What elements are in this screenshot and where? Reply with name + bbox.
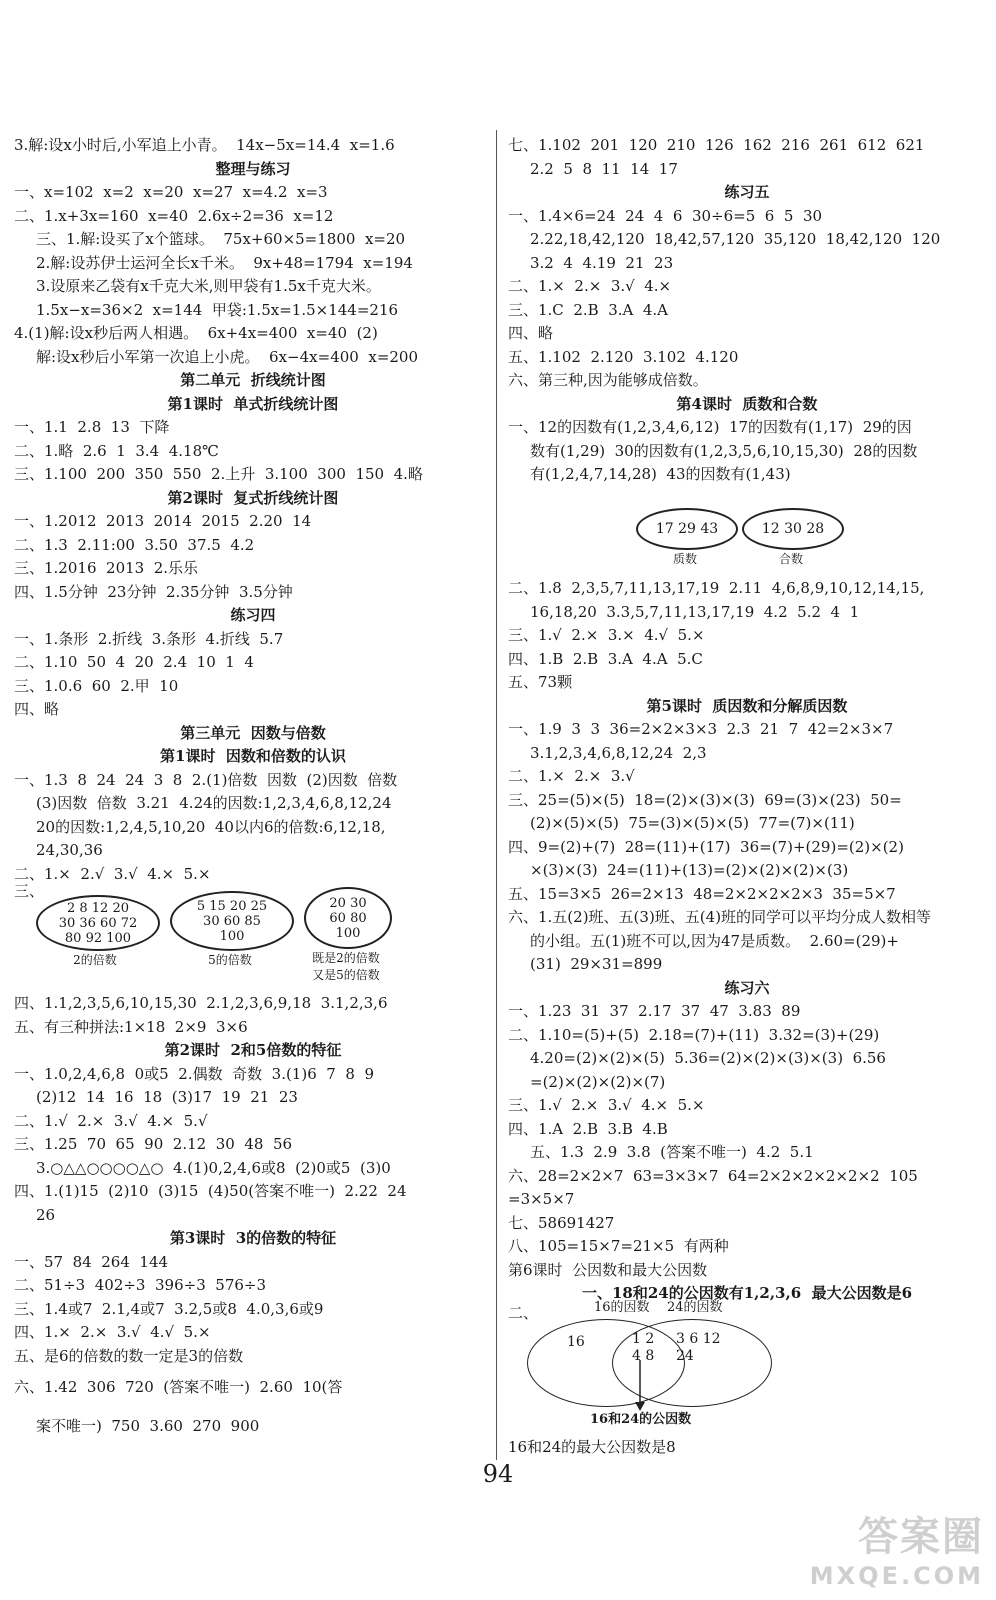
answer-line: 六、第三种,因为能够成倍数。 [508,371,708,389]
answer-line: 案不唯一) 750 3.60 270 900 [36,1417,260,1435]
multiples-of-2-caption: 2的倍数 [73,953,117,967]
venn-only-right-row1: 3 6 12 [676,1331,721,1347]
answer-line: 二、1.3 2.11:00 3.50 37.5 4.2 [14,535,255,554]
column-divider [496,130,497,1460]
answer-line: 四、1.5分钟 23分钟 2.35分钟 3.5分钟 [14,582,293,601]
answer-line: 三、1.√ 2.× 3.× 4.√ 5.× [508,626,705,644]
set-line: 60 80 [329,910,367,926]
set-line: 20 30 [329,895,367,911]
answer-line: (2)×(5)×(5) 75=(3)×(5)×(5) 77=(7)×(11) [530,814,855,832]
section-heading: 第1课时 单式折线统计图 [167,394,339,413]
answer-line: 2.解:设苏伊士运河全长x千米。 9x+48=1794 x=194 [36,253,413,272]
watermark: 答案圈 MXQE.COM [809,1514,984,1590]
answer-line: 一、12的因数有(1,2,3,4,6,12) 17的因数有(1,17) 29的因 [508,418,912,436]
answer-line: 二、51÷3 402÷3 396÷3 576÷3 [14,1276,267,1294]
answer-line: 四、略 [14,700,60,718]
composite-ellipse [742,508,844,550]
answer-line: 五、有三种拼法:1×18 2×9 3×6 [14,1017,248,1036]
set-line: 5 15 20 25 [196,898,268,914]
answer-line: 三、1.0.6 60 2.甲 10 [14,676,179,695]
venn-only-left: 16 [567,1334,585,1350]
answer-line: 三、1.4或7 2.1,4或7 3.2,5或8 4.0,3,6或9 [14,1299,324,1318]
section-heading: 第4课时 质数和合数 [676,394,818,413]
section-heading: 一、18和24的公因数有1,2,3,6 最大公因数是6 [581,1284,913,1302]
answer-line: 3.2 4 4.19 21 23 [530,253,674,272]
multiples-of-5-caption: 5的倍数 [208,953,252,967]
answer-line: 四、略 [508,324,554,342]
answer-line: 七、1.102 201 120 210 126 162 216 261 612 621 [508,136,925,154]
answer-line: 三、25=(5)×(5) 18=(2)×(3)×(3) 69=(3)×(23) 50= [508,790,902,809]
set-line: 30 36 60 72 [58,915,138,931]
answer-line: 一、1.4×6=24 24 4 6 30÷6=5 6 5 30 [508,206,823,225]
answer-line: 有(1,2,4,7,14,28) 43的因数有(1,43) [530,465,791,483]
answer-line: 二、1.8 2,3,5,7,11,13,17,19 2.11 4,6,8,9,10,12,14,15, [508,579,925,597]
answer-line: 二、1.x+3x=160 x=40 2.6x÷2=36 x=12 [14,206,334,225]
answer-line: 二、1.10=(5)+(5) 2.18=(7)+(11) 3.32=(3)+(29) [508,1025,880,1044]
answer-line: 五、1.102 2.120 3.102 4.120 [508,347,739,366]
answer-line: 二、1.10 50 4 20 2.4 10 1 4 [14,653,254,671]
answer-line: 一、1.23 31 37 2.17 37 47 3.83 89 [508,1002,801,1020]
answer-line: 一、x=102 x=2 x=20 x=27 x=4.2 x=3 [14,183,328,201]
answer-line: 四、1.1,2,3,5,6,10,15,30 2.1,2,3,6,9,18 3.1,2,3,6 [14,994,388,1012]
multiples-of-2-ellipse [36,895,160,951]
composite-caption: 合数 [778,552,803,566]
answer-line: 20的因数:1,2,4,5,10,20 40以内6的倍数:6,12,18, [36,817,386,836]
section-heading: 整理与练习 [215,159,291,178]
prime-numbers: 17 29 43 [655,520,719,537]
answer-line: 三、1.2016 2013 2.乐乐 [14,559,199,577]
section-heading: 练习五 [724,183,770,201]
section-heading: 第2课时 复式折线统计图 [167,488,339,507]
answer-line: 3.解:设x小时后,小军追上小青。 14x−5x=14.4 x=1.6 [14,136,395,154]
section-heading: 第1课时 因数和倍数的认识 [160,747,346,765]
answer-line: 二、1.× 2.√ 3.√ 4.× 5.× [14,864,211,883]
set-line: 100 [219,928,245,944]
answer-line: 4.(1)解:设x秒后两人相遇。 6x+4x=400 x=40 (2) [14,324,378,342]
answer-line: 一、1.9 3 3 36=2×2×3×3 2.3 21 7 42=2×3×7 [508,720,894,738]
multiples-of-2-and-5-ellipse [304,887,392,949]
answer-line: 三、1.√ 2.× 3.√ 4.× 5.× [508,1096,705,1114]
set-line: 100 [335,925,361,941]
answer-line: 2.2 5 8 11 14 17 [530,159,678,178]
answer-line: 数有(1,29) 30的因数有(1,2,3,5,6,10,15,30) 28的因数 [530,441,918,460]
answer-line: 七、58691427 [508,1213,615,1232]
venn-arrow-icon [630,1360,650,1412]
venn-label-left: 16的因数 [594,1300,650,1315]
answer-line: 三、1.解:设买了x个篮球。 75x+60×5=1800 x=20 [36,230,406,248]
set-line: 2 8 12 20 [66,900,130,916]
answer-line: 三、1.100 200 350 550 2.上升 3.100 300 150 4.略 [14,465,423,483]
answer-line: 4.20=(2)×(2)×(5) 5.36=(2)×(2)×(3)×(3) 6.56 [530,1049,886,1067]
section-heading: 练习四 [230,606,276,624]
answer-line: 3.设原来乙袋有x千克大米,则甲袋有1.5x千克大米。 [36,277,381,295]
answer-line: 16,18,20 3.3,5,7,11,13,17,19 4.2 5.2 4 1 [530,602,860,621]
answer-line: 的小组。五(1)班不可以,因为47是质数。 2.60=(29)+ [530,931,899,950]
venn-label-right: 24的因数 [667,1300,723,1315]
answer-line: 三、1.25 70 65 90 2.12 30 48 56 [14,1135,293,1153]
answer-line: 一、1.条形 2.折线 3.条形 4.折线 5.7 [14,629,284,648]
venn-common-row2: 4 8 [632,1348,655,1364]
venn-common-row1: 1 2 [632,1331,655,1347]
set-line: 80 92 100 [64,930,132,946]
answer-line: 五、是6的倍数的数一定是3的倍数 [14,1346,244,1365]
answer-line: 六、28=2×2×7 63=3×3×7 64=2×2×2×2×2×2 105 [508,1166,918,1185]
answer-line: 四、1.A 2.B 3.B 4.B [508,1119,668,1138]
venn-common-caption: 16和24的公因数 [590,1412,692,1427]
answer-line: (31) 29×31=899 [530,955,663,973]
answer-line: (3)因数 倍数 3.21 4.24的因数:1,2,3,4,6,8,12,24 [36,794,392,812]
answer-line: 26 [36,1205,56,1224]
answer-line: =3×5×7 [508,1190,575,1208]
multiples-of-2-and-5-caption: 既是2的倍数 又是5的倍数 [312,951,380,982]
answer-line: 六、1.五(2)班、五(3)班、五(4)班的同学可以平均分成人数相等 [508,908,932,926]
answer-line: 五、15=3×5 26=2×13 48=2×2×2×2×3 35=5×7 [508,884,896,903]
prime-caption: 质数 [672,552,697,566]
answer-line: 八、105=15×7=21×5 有两种 [508,1237,729,1255]
answer-line: 一、1.2012 2013 2014 2015 2.20 14 [14,512,312,530]
section-heading: 第2课时 2和5倍数的特征 [164,1041,342,1059]
answer-line: =(2)×(2)×(2)×(7) [530,1072,666,1091]
section-heading: 第5课时 质因数和分解质因数 [646,696,848,715]
answer-line: 五、73颗 [508,673,573,691]
section-heading: 第三单元 因数与倍数 [180,723,326,742]
answer-line: 2.22,18,42,120 18,42,57,120 35,120 18,42,120 120 [530,230,941,248]
answer-line: 二、1.× 2.× 3.√ [508,767,635,785]
venn-only-right-row2: 24 [676,1348,694,1364]
answer-line: 二、1.略 2.6 1 3.4 4.18℃ [14,441,219,460]
answer-line: 3.1,2,3,4,6,8,12,24 2,3 [530,743,707,762]
answer-line: 24,30,36 [36,841,103,859]
section-heading: 练习六 [724,978,770,997]
set-line: 30 60 85 [203,913,261,929]
answer-line: 3.○△△○○○○△○ 4.(1)0,2,4,6或8 (2)0或5 (3)0 [36,1158,391,1177]
answer-line: 四、9=(2)+(7) 28=(11)+(17) 36=(7)+(29)=(2)×(2) [508,837,904,856]
answer-line: 五、1.3 2.9 3.8 (答案不唯一) 4.2 5.1 [530,1143,814,1161]
answer-line: (2)12 14 16 18 (3)17 19 21 23 [36,1088,298,1106]
section-heading: 第3课时 3的倍数的特征 [169,1229,337,1247]
answer-line: 一、1.3 8 24 24 3 8 2.(1)倍数 因数 (2)因数 倍数 [14,770,398,789]
answer-line: 三、 [14,882,45,900]
answer-line: 一、1.1 2.8 13 下降 [14,418,170,436]
answer-line: 四、1.(1)15 (2)10 (3)15 (4)50(答案不唯一) 2.22 24 [14,1182,407,1200]
answer-line: 三、1.C 2.B 3.A 4.A [508,300,669,319]
answer-line: 1.5x−x=36×2 x=144 甲袋:1.5x=1.5×144=216 [36,300,399,319]
answer-line: 第6课时 公因数和最大公因数 [508,1260,708,1279]
answer-line: 四、1.× 2.× 3.√ 4.√ 5.× [14,1323,211,1341]
section-heading: 第二单元 折线统计图 [180,371,326,389]
answer-line: 解:设x秒后小军第一次追上小虎。 6x−4x=400 x=200 [36,347,419,366]
answer-line: 一、1.0,2,4,6,8 0或5 2.偶数 奇数 3.(1)6 7 8 9 [14,1064,374,1083]
answer-line: 二、1.× 2.× 3.√ 4.× [508,277,672,295]
answer-line: 四、1.B 2.B 3.A 4.A 5.C [508,649,703,668]
multiples-of-5-ellipse [170,891,294,951]
answer-line: ×(3)×(3) 24=(11)+(13)=(2)×(2)×(2)×(3) [530,861,849,879]
answer-line: 二、 [508,1304,539,1322]
composite-numbers: 12 30 28 [761,520,825,537]
answer-line: 一、57 84 264 144 [14,1252,169,1271]
answer-line: 六、1.42 306 720 (答案不唯一) 2.60 10(答 [14,1378,343,1396]
answer-line: 16和24的最大公因数是8 [508,1438,676,1456]
prime-ellipse [636,508,738,550]
answer-line: 二、1.√ 2.× 3.√ 4.× 5.√ [14,1111,208,1130]
page-number: 94 [482,1460,514,1488]
